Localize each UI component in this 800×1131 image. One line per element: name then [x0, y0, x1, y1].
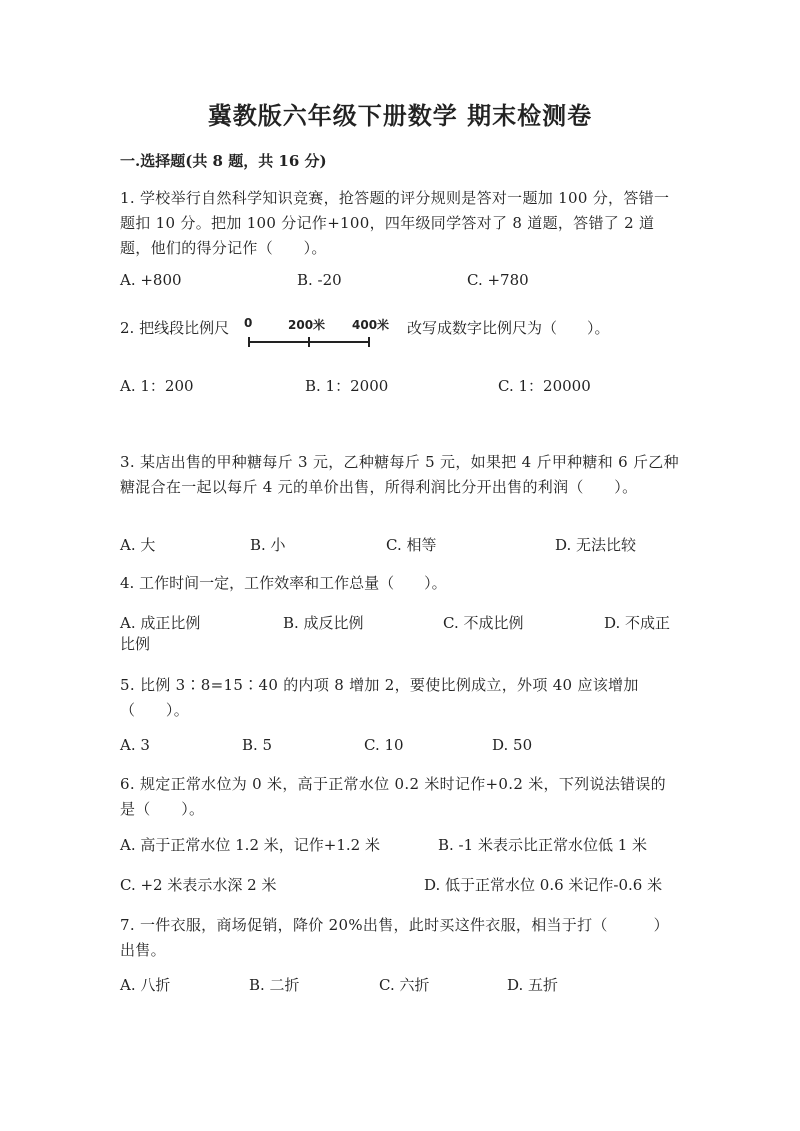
q6-option-b: B. -1 米表示比正常水位低 1 米: [438, 836, 648, 854]
q2-option-b: B. 1：2000: [305, 377, 389, 395]
q4-option-d: D. 不成正: [604, 614, 671, 632]
question-7: 7. 一件衣服，商场促销，降价 20%出售，此时买这件衣服，相当于打（ ）出售。: [120, 916, 669, 959]
scale-label-400: 400米: [352, 318, 390, 332]
q3-option-c: C. 相等: [386, 536, 437, 554]
scale-label-0: 0: [244, 316, 253, 330]
q4-option-d-wrap: 比例: [120, 635, 151, 653]
scale-tick-end: [368, 337, 370, 347]
q7-option-c: C. 六折: [379, 976, 430, 994]
q4-option-a: A. 成正比例: [120, 614, 201, 632]
q6-option-d: D. 低于正常水位 0.6 米记作-0.6 米: [424, 876, 663, 894]
question-3: 3. 某店出售的甲种糖每斤 3 元，乙种糖每斤 5 元，如果把 4 斤甲种糖和 6 斤乙种糖混合在一起以每斤 4 元的单价出售，所得利润比分开出售的利润（ ）。: [120, 453, 679, 496]
q7-option-b: B. 二折: [249, 976, 300, 994]
q5-option-b: B. 5: [242, 736, 273, 754]
question-1: 1. 学校举行自然科学知识竞赛，抢答题的评分规则是答对一题加 100 分，答错一题扣 10 分。把加 100 分记作+100，四年级同学答对了 8 道题，答错了 2 道题，他们的得分记作（ ）。: [120, 189, 670, 257]
q4-option-c: C. 不成比例: [443, 614, 524, 632]
question-6: 6. 规定正常水位为 0 米，高于正常水位 0.2 米时记作+0.2 米，下列说法错误的是（ ）。: [120, 775, 666, 818]
question-2-text-before: 2. 把线段比例尺: [120, 319, 230, 337]
q5-option-d: D. 50: [492, 736, 533, 754]
q4-option-b: B. 成反比例: [283, 614, 364, 632]
q3-option-a: A. 大: [120, 536, 156, 554]
question-5: 5. 比例 3∶8=15∶40 的内项 8 增加 2，要使比例成立，外项 40 应该增加（ ）。: [120, 676, 639, 719]
scale-tick-middle: [308, 337, 310, 347]
q3-option-d: D. 无法比较: [555, 536, 637, 554]
q7-option-d: D. 五折: [507, 976, 559, 994]
line-segment-scale: [244, 316, 390, 352]
q1-option-c: C. +780: [467, 271, 529, 289]
q2-option-c: C. 1：20000: [498, 377, 591, 395]
q1-option-b: B. -20: [297, 271, 342, 289]
q7-option-a: A. 八折: [120, 976, 171, 994]
q3-option-b: B. 小: [250, 536, 286, 554]
q6-option-c: C. +2 米表示水深 2 米: [120, 876, 277, 894]
question-4: 4. 工作时间一定，工作效率和工作总量（ ）。: [120, 574, 447, 592]
q1-option-a: A. +800: [120, 271, 182, 289]
question-2-text-after: 改写成数字比例尺为（ ）。: [407, 319, 610, 337]
q5-option-c: C. 10: [364, 736, 404, 754]
scale-tick-start: [248, 337, 250, 347]
scale-label-200: 200米: [288, 318, 326, 332]
page-title: 冀教版六年级下册数学 期末检测卷: [207, 101, 593, 130]
section-heading: 一.选择题(共 8 题，共 16 分): [120, 152, 327, 170]
q5-option-a: A. 3: [120, 736, 150, 754]
q2-option-a: A. 1：200: [120, 377, 194, 395]
q6-option-a: A. 高于正常水位 1.2 米，记作+1.2 米: [120, 836, 380, 854]
